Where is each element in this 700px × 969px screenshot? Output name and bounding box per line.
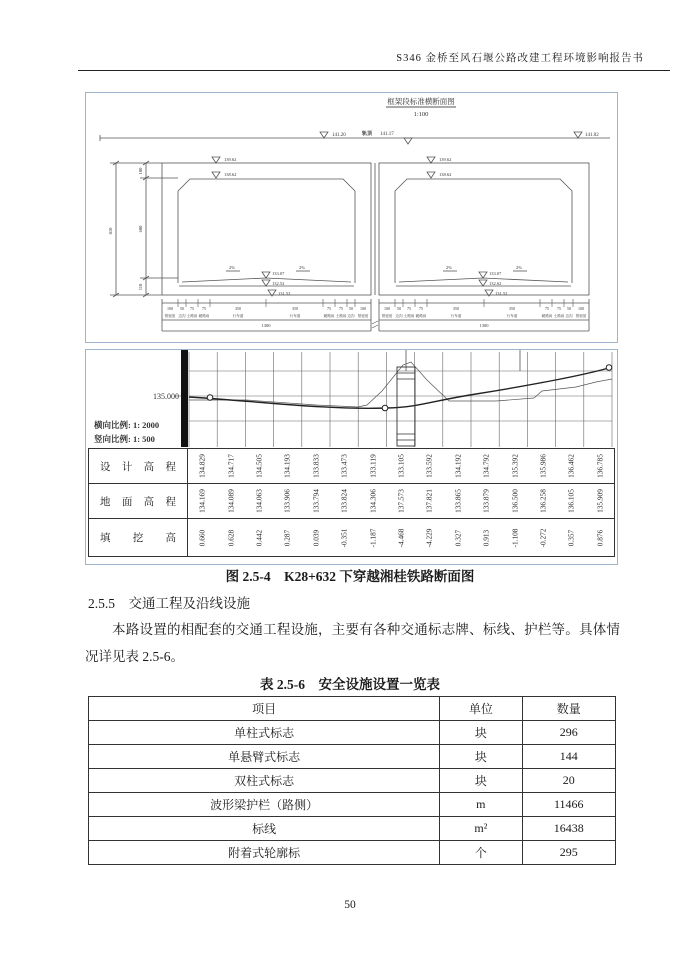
elevation-label: 139.62 [439,157,452,162]
header-divider [78,70,670,71]
cell-unit: 个 [440,841,522,865]
profile-lines [189,362,612,446]
curve-point [207,395,213,401]
profile-value-cell: 133.824 [339,489,349,513]
svg-text:50: 50 [349,306,353,311]
cell-item: 单悬臂式标志 [89,745,440,769]
profile-value-cell: 135.392 [510,454,520,478]
diagram-linework [100,107,610,331]
profile-value-cell: 134.505 [254,454,264,478]
row-label: 填挖高 [89,519,188,556]
curve-point [606,365,612,371]
profile-value-cell: 134.192 [453,454,463,478]
svg-text:边沟: 边沟 [178,314,186,318]
svg-text:350: 350 [235,306,241,311]
design-elevation-row [89,449,614,484]
elevation-label: 132.52 [272,281,285,286]
table-row [89,841,616,865]
ground-elevation-values [188,484,614,518]
svg-text:硬路肩: 硬路肩 [541,314,553,318]
svg-text:边沟: 边沟 [347,314,355,318]
body-paragraph: 本路设置的相配套的交通工程设施，主要有各种交通标志牌、标线、护栏等。具体情况详见表 2.5-6。 [85,622,620,664]
section-heading: 2.5.5 交通工程及沿线设施 [88,596,250,611]
profile-value-cell: 133.906 [282,489,292,513]
cell-item: 单柱式标志 [89,721,440,745]
table-title: 表 2.5-6 安全设施设置一览表 [260,677,440,692]
safety-facilities-table [88,696,616,865]
svg-text:75: 75 [190,306,194,311]
cell-item: 双柱式标志 [89,769,440,793]
table-header-row [89,697,616,721]
profile-data-table [88,448,615,557]
drawing-scale: 1:100 [413,111,429,118]
fill-cut-row [89,519,614,556]
profile-grid [174,350,612,447]
cell-qty: 295 [522,841,615,865]
profile-value-cell: 134.792 [481,454,491,478]
cell-qty: 20 [522,769,615,793]
profile-value-cell: 133.794 [311,489,321,513]
cell-unit: 块 [440,745,522,769]
profile-value-cell: 133.592 [424,454,434,478]
svg-text:预留宽: 预留宽 [357,314,369,318]
svg-text:行车道: 行车道 [232,314,244,318]
svg-text:预留宽: 预留宽 [381,314,393,318]
profile-value-cell: 136.105 [566,489,576,513]
cell-qty: 296 [522,721,615,745]
total-width-label: 1300 [261,323,271,328]
elevation-label: 138.62 [224,172,237,177]
svg-text:行车道: 行车道 [289,314,301,318]
elevation-label: 132.62 [489,281,502,286]
drawing-title: 框架段标准横断面图 [387,97,455,106]
profile-value-cell: 135.986 [538,454,548,478]
vdim-total: 810 [108,227,113,235]
profile-value-cell: -4.468 [396,528,406,547]
profile-value-cell: 134.089 [226,489,236,513]
svg-text:土路肩: 土路肩 [335,314,347,318]
datum-elevation-label: 135.000 [153,392,179,401]
svg-text:硬路肩: 硬路肩 [198,314,210,318]
profile-value-cell: 0.442 [254,529,264,546]
profile-value-cell: 136.462 [566,454,576,478]
design-elevation-values [188,449,614,483]
svg-text:75: 75 [202,306,206,311]
profile-figure [85,349,618,565]
profile-value-cell: 133.473 [339,454,349,478]
table-row [89,745,616,769]
profile-value-cell: 134.169 [197,489,207,513]
svg-text:75: 75 [407,306,411,311]
dim-numbers-left [167,306,366,311]
dim-labels-left [165,313,369,318]
curve-point [382,405,388,411]
profile-value-cell: 136.500 [510,489,520,513]
elevation-label: 131.52 [495,291,508,296]
profile-value-cell: -1.187 [368,528,378,547]
svg-text:100: 100 [167,306,173,311]
svg-text:行车道: 行车道 [506,314,518,318]
profile-value-cell: 133.879 [481,489,491,513]
svg-text:75: 75 [327,306,331,311]
ground-elevation-row [89,484,614,519]
profile-value-cell: -1.108 [510,528,520,547]
slope-label: 2% [299,265,305,270]
profile-value-cell: -0.351 [339,528,349,547]
total-width-label: 1300 [479,323,489,328]
svg-text:350: 350 [509,306,515,311]
svg-text:100: 100 [384,306,390,311]
dim-labels-right [382,313,587,318]
axis-bar [181,350,188,447]
svg-text:50: 50 [567,306,571,311]
svg-text:100: 100 [578,306,584,311]
svg-text:预留宽: 预留宽 [575,314,587,318]
svg-text:75: 75 [545,306,549,311]
svg-text:边沟: 边沟 [565,314,573,318]
horizontal-scale-label: 横向比例: 1: 2000 [94,420,160,430]
profile-value-cell: 137.821 [424,489,434,513]
svg-text:土路肩: 土路肩 [403,314,415,318]
ground-line [189,362,612,407]
table-row [89,769,616,793]
profile-value-cell: 0.327 [453,529,463,546]
rail-top-label: 轨顶 [362,132,373,137]
cell-qty: 16438 [522,817,615,841]
profile-value-cell: 133.119 [368,454,378,478]
slope-label: 2% [229,265,235,270]
vdim: 110 [138,283,143,291]
svg-text:土路肩: 土路肩 [553,314,565,318]
profile-value-cell: 0.628 [226,529,236,546]
profile-value-cell: -4.229 [424,528,434,547]
table-row [89,817,616,841]
page-header-title: S346 金桥至风石堰公路改建工程环境影响报告书 [396,53,644,64]
vdim: 100 [138,167,143,175]
svg-text:75: 75 [419,306,423,311]
profile-value-cell: 134.193 [282,454,292,478]
profile-value-cell: 134.306 [368,489,378,513]
svg-text:75: 75 [557,306,561,311]
cell-item: 附着式轮廓标 [89,841,440,865]
slope-label: 2% [446,265,452,270]
elevation-label: 133.07 [272,271,285,276]
cell-qty: 144 [522,745,615,769]
cell-unit: 块 [440,769,522,793]
profile-value-cell: -0.272 [538,528,548,547]
svg-text:350: 350 [292,306,298,311]
cell-qty: 11466 [522,793,615,817]
svg-text:行车道: 行车道 [450,314,462,318]
svg-text:预留宽: 预留宽 [164,314,176,318]
svg-text:硬路肩: 硬路肩 [415,314,427,318]
svg-text:100: 100 [360,306,366,311]
elevation-label: 131.52 [278,291,291,296]
profile-value-cell: 133.865 [453,489,463,513]
cell-unit: m² [440,817,522,841]
vertical-scale-label: 竖向比例: 1: 500 [94,434,155,444]
profile-value-cell: 135.909 [595,489,605,513]
profile-value-cell: 0.357 [566,529,576,546]
profile-chart [86,350,614,448]
profile-value-cell: 136.258 [538,489,548,513]
header-unit: 单位 [440,697,522,721]
cross-section-figure [85,92,618,343]
table-row [89,793,616,817]
cell-unit: 块 [440,721,522,745]
svg-text:土路肩: 土路肩 [186,314,198,318]
table-row [89,721,616,745]
cell-item: 波形梁护栏（路侧） [89,793,440,817]
profile-value-cell: 134.717 [226,454,236,478]
profile-value-cell: 137.573 [396,489,406,513]
elevation-label: 139.62 [224,157,237,162]
cell-item: 标线 [89,817,440,841]
profile-value-cell: 0.660 [197,529,207,546]
elevation-label: 141.02 [585,133,599,138]
profile-value-cell: 133.833 [311,454,321,478]
svg-text:边沟: 边沟 [395,314,403,318]
figure-caption: 图 2.5-4 K28+632 下穿越湘桂铁路断面图 [225,569,475,584]
profile-value-cell: 136.785 [595,454,605,478]
header-qty: 数量 [522,697,615,721]
elevation-label: 141.17 [380,132,394,137]
svg-text:硬路肩: 硬路肩 [323,314,335,318]
cross-section-drawing [86,93,614,339]
cell-unit: m [440,793,522,817]
profile-value-cell: 0.876 [595,529,605,546]
profile-value-cell: 0.913 [481,529,491,546]
svg-text:350: 350 [453,306,459,311]
svg-text:50: 50 [397,306,401,311]
profile-value-cell: 133.105 [396,454,406,478]
header-item: 项目 [89,697,440,721]
slope-label: 2% [516,265,522,270]
row-label: 设计高程 [89,449,188,483]
page-number: 50 [344,899,356,911]
profile-value-cell: 134.829 [197,454,207,478]
fill-cut-values [188,519,614,556]
vdim: 600 [138,225,143,233]
profile-value-cell: 134.063 [254,489,264,513]
svg-text:50: 50 [180,306,184,311]
svg-text:75: 75 [339,306,343,311]
elevation-label: 138.62 [439,172,452,177]
elevation-label: 133.07 [489,271,502,276]
profile-value-cell: 0.287 [282,529,292,546]
row-label: 地面高程 [89,484,188,518]
elevation-label: 141.20 [332,133,346,138]
profile-value-cell: 0.039 [311,529,321,546]
